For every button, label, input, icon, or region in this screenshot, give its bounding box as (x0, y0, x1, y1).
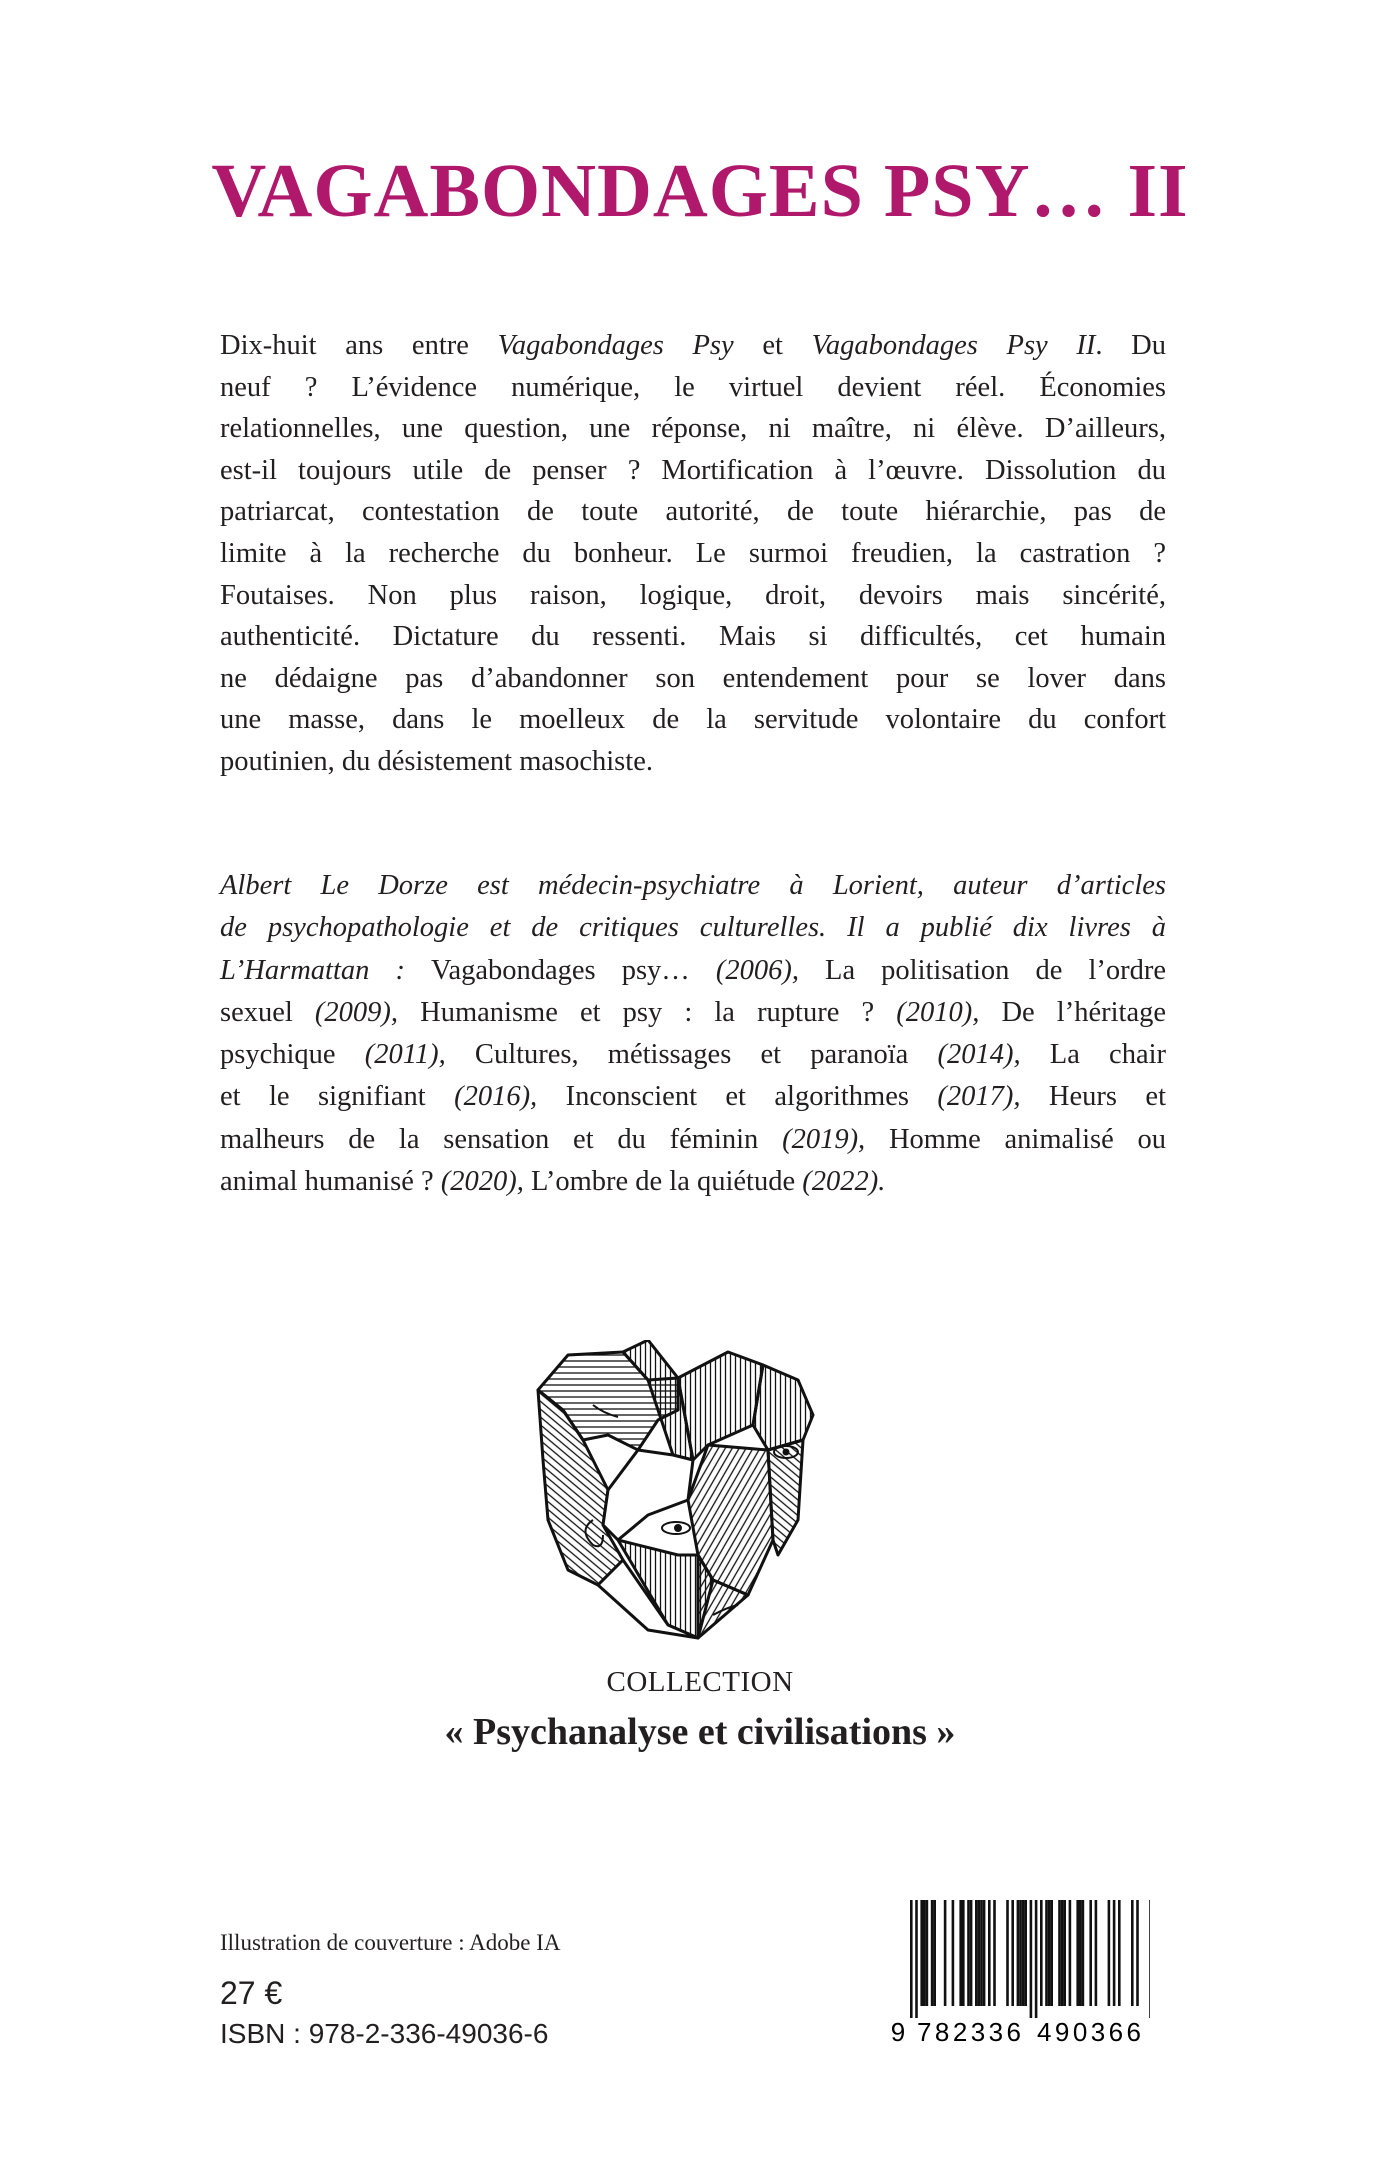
italic-text: (2019), (782, 1123, 866, 1155)
text-line (220, 1119, 1166, 1161)
italic-text: (2011), (364, 1039, 446, 1071)
barcode-bar (1006, 1900, 1009, 2006)
barcode-bar (1118, 1900, 1121, 2006)
barcode-bar (1079, 1900, 1082, 2006)
text-segment: psychique (220, 1039, 365, 1071)
italic-text: (2020), (440, 1166, 524, 1198)
barcode-bar (1030, 1900, 1033, 2018)
barcode-bar (933, 1900, 936, 2006)
author-bio-paragraph (220, 865, 1166, 1203)
text-segment: ne dédaigne pas d’abandonner son entendement pour se lover dans (220, 662, 1166, 694)
text-segment: Vagabondages psy… (431, 954, 716, 986)
barcode-first-digit: 9 (890, 2017, 906, 2045)
italic-text: L’Harmattan : (220, 954, 432, 986)
barcode-bar (983, 1900, 986, 2006)
italic-text: Vagabondages Psy II (811, 330, 1096, 361)
text-segment: Inconscient et algorithmes (537, 1081, 938, 1113)
text-line (220, 1076, 1166, 1118)
text-line (220, 950, 1166, 992)
text-line (220, 616, 1166, 658)
barcode-bar (975, 1900, 978, 2006)
text-line (220, 367, 1166, 409)
barcode-bar (1136, 1900, 1139, 2006)
barcode-bar (931, 1900, 934, 2006)
barcode-bar (1040, 1900, 1043, 2006)
blurb-paragraph (220, 325, 1166, 783)
barcode-bar (1108, 1900, 1111, 2006)
text-segment: Cultures, métissages et paranoïa (445, 1039, 938, 1071)
barcode-bar (1076, 1900, 1079, 2006)
barcode-bar (923, 1900, 926, 2006)
barcode-left-digits: 782336 (917, 2017, 1021, 2045)
text-line (220, 992, 1166, 1034)
text-segment: L’ombre de la quiétude (523, 1166, 803, 1198)
barcode-bar (1089, 1900, 1092, 2006)
text-line (220, 658, 1166, 700)
text-line (220, 1161, 1166, 1203)
barcode-bar (962, 1900, 965, 2006)
text-line (220, 450, 1166, 492)
italic-text: Albert Le Dorze est médecin-psychiatre à Lorient, auteur d’articles (220, 870, 1166, 901)
text-line (220, 907, 1166, 949)
cover-illustration-credit: Illustration de couverture : Adobe IA (220, 1930, 561, 1955)
text-segment: Homme animalisé ou (865, 1123, 1167, 1155)
barcode-bar (1061, 1900, 1064, 2006)
italic-text: (2010), (896, 996, 980, 1028)
italic-text: Vagabondages Psy (497, 330, 734, 361)
barcode-bar (1131, 1900, 1134, 2006)
text-segment: poutinien, du désistement masochiste. (220, 745, 653, 777)
barcode-bar (1011, 1900, 1014, 2006)
isbn: ISBN : 978-2-336-49036-6 (220, 2018, 549, 2049)
barcode-bar (1035, 1900, 1038, 2018)
text-segment: relationnelles, une question, une réponse, ni maître, ni élève. D’ailleurs, (220, 413, 1166, 445)
barcode-bar (1082, 1900, 1085, 2006)
barcode-bar (1024, 1900, 1027, 2006)
text-line (220, 865, 1166, 907)
text-line (220, 1034, 1166, 1076)
barcode-bar (988, 1900, 991, 2006)
barcode-right-digits: 490366 (1037, 2017, 1141, 2045)
barcode-bar (1058, 1900, 1061, 2006)
collection-name: « Psychanalyse et civilisations » (444, 1711, 956, 1753)
barcode-bar (1069, 1900, 1072, 2006)
barcode-bar (959, 1900, 962, 2006)
barcode-bar (967, 1900, 970, 2006)
text-segment: malheurs de la sensation et du féminin (220, 1123, 783, 1155)
text-segment: sexuel (220, 996, 315, 1028)
text-line (220, 408, 1166, 450)
barcode-bar (910, 1900, 913, 2018)
italic-text: (2016), (454, 1081, 538, 1113)
barcode-bar (1095, 1900, 1098, 2006)
text-segment: Dix-huit ans entre (220, 330, 498, 361)
barcode-bar (915, 1900, 918, 2018)
book-title: VAGABONDAGES PSY… II (211, 149, 1189, 233)
barcode-bar (993, 1900, 996, 2006)
text-segment: limite à la recherche du bonheur. Le surmoi freudien, la castration ? (220, 537, 1166, 569)
price: 27 € (220, 1975, 283, 2011)
text-line (220, 533, 1166, 575)
text-line (220, 575, 1166, 617)
barcode-bar (926, 1900, 929, 2006)
text-segment: Humanisme et psy : la rupture ? (398, 996, 897, 1028)
barcode-bar (952, 1900, 955, 2006)
text-segment: est-il toujours utile de penser ? Mortification à l’œuvre. Dissolution du (220, 454, 1166, 486)
barcode-bar (1048, 1900, 1051, 2006)
text-segment: et (733, 330, 812, 361)
text-segment: De l’héritage (979, 996, 1166, 1028)
barcode-bar (1149, 1900, 1150, 2018)
barcode-bar (978, 1900, 981, 2006)
barcode-bar (1019, 1900, 1022, 2006)
italic-text: de psychopathologie et de critiques culturelles. Il a publié dix livres à (220, 912, 1166, 944)
italic-text: (2009), (314, 996, 399, 1028)
barcode-bar (920, 1900, 923, 2006)
barcode-bar (1113, 1900, 1116, 2006)
barcode-bar (1063, 1900, 1066, 2006)
text-segment: et le signifiant (220, 1081, 455, 1113)
barcode-bar (1022, 1900, 1025, 2006)
text-segment: La politisation de l’ordre (798, 954, 1166, 986)
text-line (220, 325, 1166, 367)
text-segment: La chair (1020, 1039, 1167, 1071)
italic-text: (2014), (937, 1039, 1021, 1071)
text-line (220, 741, 1166, 783)
publisher-logo-illustration (528, 1340, 820, 1640)
text-segment: une masse, dans le moelleux de la servitude volontaire du confort (220, 704, 1166, 736)
barcode-bar (944, 1900, 947, 2006)
text-segment: Foutaises. Non plus raison, logique, droit, devoirs mais sincérité, (220, 579, 1166, 611)
barcode-bar (1045, 1900, 1048, 2006)
italic-text: (2006), (715, 954, 799, 986)
collection-label: COLLECTION (606, 1666, 794, 1698)
barcode-bar (980, 1900, 983, 2006)
text-segment: . Du (1095, 330, 1167, 361)
barcode-bar (970, 1900, 973, 2006)
text-line (220, 699, 1166, 741)
text-line (220, 491, 1166, 533)
text-segment: Heurs et (1020, 1081, 1166, 1113)
text-segment: patriarcat, contestation de toute autorité, de toute hiérarchie, pas de (220, 496, 1166, 528)
barcode-bar (1050, 1900, 1053, 2006)
italic-text: (2022). (802, 1166, 886, 1198)
text-segment: authenticité. Dictature du ressenti. Mais si difficultés, cet humain (220, 621, 1166, 653)
italic-text: (2017), (937, 1081, 1021, 1113)
text-segment: animal humanisé ? (220, 1166, 441, 1198)
isbn-barcode (890, 1895, 1150, 2045)
text-segment: neuf ? L’évidence numérique, le virtuel devient réel. Économies (220, 371, 1166, 403)
barcode-bar (1017, 1900, 1020, 2006)
